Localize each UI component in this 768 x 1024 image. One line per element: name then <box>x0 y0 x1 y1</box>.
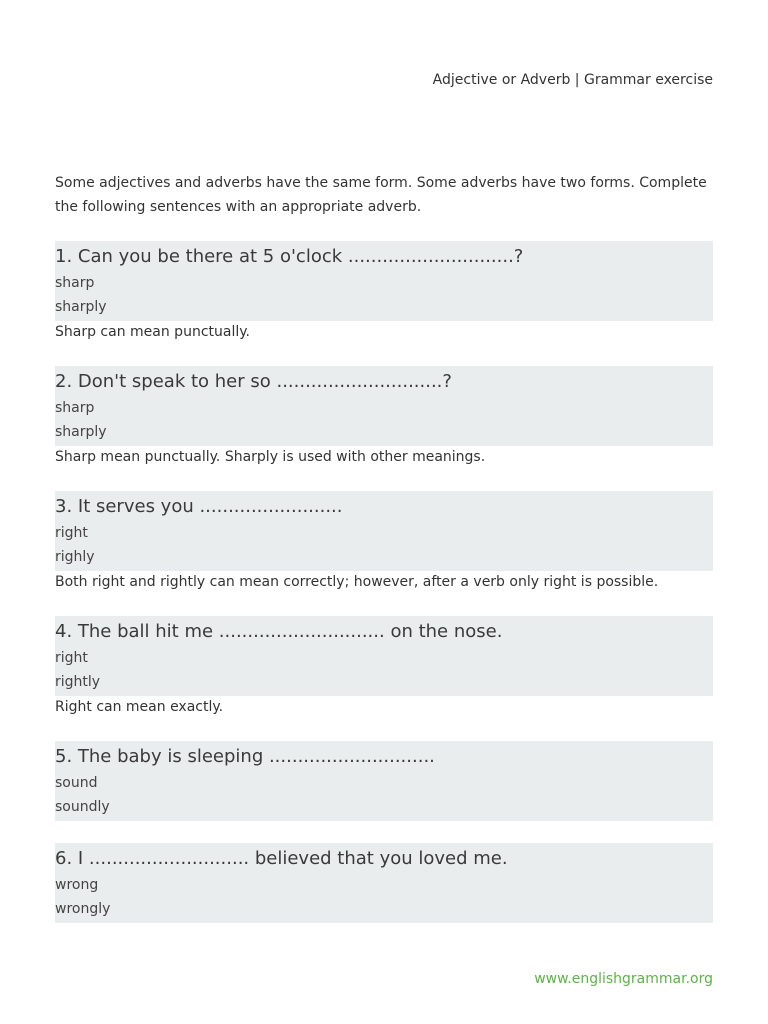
site-link[interactable]: www.englishgrammar.org <box>534 971 713 987</box>
question-list <box>55 241 713 945</box>
question-4 <box>55 616 713 719</box>
option[interactable]: righly <box>55 548 95 565</box>
question-2 <box>55 366 713 469</box>
options <box>55 772 713 819</box>
question-text: 4. The ball hit me ............................. on the nose. <box>55 620 503 642</box>
instructions: Some adjectives and adverbs have the same form. Some adverbs have two forms. Complete the following sentences with an appropriate adverb. <box>55 175 707 215</box>
question-box <box>55 616 713 696</box>
option[interactable]: rightly <box>55 673 101 690</box>
page-title: Adjective or Adverb | Grammar exercise <box>432 72 713 88</box>
question-box <box>55 491 713 571</box>
options <box>55 272 713 319</box>
option[interactable]: wrong <box>55 877 99 893</box>
question-6 <box>55 843 713 923</box>
question-box <box>55 741 713 821</box>
question-box <box>55 843 713 923</box>
question-text: 2. Don't speak to her so .............................? <box>55 370 452 392</box>
explanation-note: Sharp mean punctually. Sharply is used with other meanings. <box>55 449 486 465</box>
option[interactable]: sharp <box>55 400 95 416</box>
option[interactable]: sound <box>55 775 98 791</box>
explanation-note: Right can mean exactly. <box>55 699 224 715</box>
option[interactable]: right <box>55 525 88 541</box>
options <box>55 522 713 569</box>
question-text: 5. The baby is sleeping ............................. <box>55 745 435 767</box>
question-box <box>55 241 713 321</box>
option[interactable]: sharply <box>55 298 107 315</box>
explanation-note: Both right and rightly can mean correctly; however, after a verb only right is possible. <box>55 574 659 590</box>
option[interactable]: soundly <box>55 798 110 815</box>
question-1 <box>55 241 713 344</box>
option[interactable]: sharp <box>55 275 95 291</box>
question-text: 1. Can you be there at 5 o'clock .............................? <box>55 245 524 267</box>
question-text: 6. I ............................ believed that you loved me. <box>55 847 508 869</box>
question-3 <box>55 491 713 594</box>
option[interactable]: wrongly <box>55 900 111 917</box>
option[interactable]: right <box>55 650 88 666</box>
question-text: 3. It serves you ......................... <box>55 495 343 517</box>
option[interactable]: sharply <box>55 423 107 440</box>
question-5 <box>55 741 713 821</box>
options <box>55 647 713 694</box>
explanation-note: Sharp can mean punctually. <box>55 324 250 340</box>
options <box>55 397 713 444</box>
question-box <box>55 366 713 446</box>
options <box>55 874 713 921</box>
